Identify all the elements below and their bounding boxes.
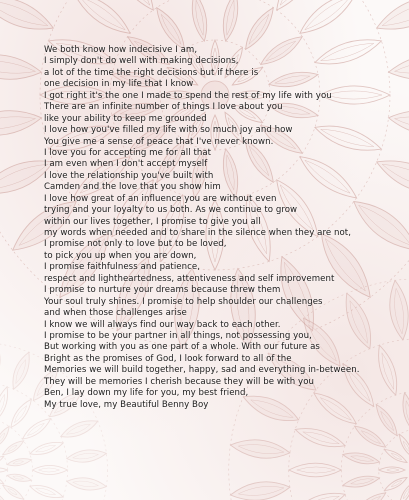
poem-line: But working with you as one part of a whole. With our future as <box>44 342 320 353</box>
poem-line: Your soul truly shines. I promise to help shoulder our challenges <box>44 296 323 307</box>
poem-line: respect and lightheartedness, attentiveness and self improvement <box>44 273 335 284</box>
poem-line: my words when needed and to share in the silence when they are not, <box>44 228 352 238</box>
poem-line: I promise faithfulness and patience, <box>44 262 201 273</box>
poem-line: I love how great of an influence you are without even <box>44 193 277 204</box>
poem-line: to pick you up when you are down, <box>44 250 197 261</box>
poem-line: I got right it's the one I made to spend the rest of my life with you <box>44 90 332 101</box>
poem-line: I am even when I don't accept myself <box>44 159 208 170</box>
poem-line: Memories we will build together, happy, sad and everything in-between. <box>44 365 360 376</box>
poem-line: I promise to nurture your dreams because threw them <box>44 285 281 296</box>
poem-line: I know we will always find our way back to each other. <box>44 319 281 330</box>
poem-line: within our lives together, I promise to give you all <box>44 216 261 227</box>
poem-line: I promise not only to love but to be loved, <box>44 239 227 250</box>
poem-line: Bright as the promises of God, I look forward to all of the <box>44 353 292 364</box>
poem-text <box>44 45 406 411</box>
poem-line: They will be memories I cherish because they will be with you <box>44 376 315 387</box>
poem-line: and when those challenges arise <box>44 308 187 319</box>
poem-line: We both know how indecisive I am, <box>44 45 198 55</box>
poem-line: I promise to be your partner in all things, not possessing you, <box>44 330 312 341</box>
poem-line: There are an infinite number of things I love about you <box>44 102 283 113</box>
poem-line: I love how you've filled my life with so much joy and how <box>44 125 293 136</box>
poem-line: You give me a sense of peace that I've never known. <box>44 136 274 147</box>
poem-line: My true love, my Beautiful Benny Boy <box>44 399 209 410</box>
poem-line: Camden and the love that you show him <box>44 182 221 193</box>
poem-line: one decision in my life that I know <box>44 79 194 90</box>
poem-line: like your ability to keep me grounded <box>44 113 207 124</box>
poem-line: Ben, I lay down my life for you, my best friend, <box>44 388 249 399</box>
poem-line: I simply don't do well with making decisions, <box>44 56 239 67</box>
poem-line: a lot of the time the right decisions but if there is <box>44 67 259 78</box>
poem-line: I love you for accepting me for all that <box>44 147 212 158</box>
poem-line: trying and your loyalty to us both. As we continue to grow <box>44 205 298 216</box>
poem-line: I love the relationship you've built with <box>44 170 214 181</box>
